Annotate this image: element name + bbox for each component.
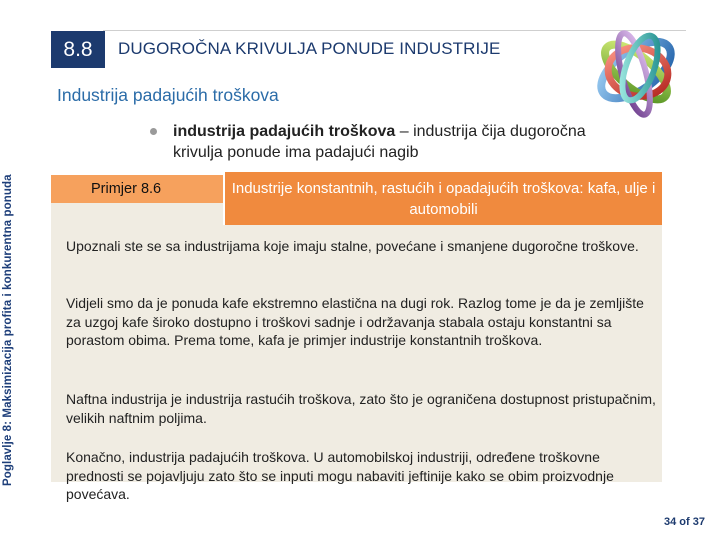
paragraph-2: Vidjeli smo da je ponuda kafe ekstremno elastična na dugi rok. Razlog tome je da je zemljište za uzgoj kafe široko dostupno i troškovi sadnje i održavanja stabala ostaju konstantni sa porastom obima. Prema tome, kafa je primjer industrije konstantnih troškova. <box>66 295 644 348</box>
bullet-icon <box>150 128 157 135</box>
example-content-panel <box>51 225 662 482</box>
section-title: DUGOROČNA KRIVULJA PONUDE INDUSTRIJE <box>118 39 501 58</box>
example-title-box <box>225 172 662 225</box>
definition-body: – industrija čija dugoročna krivulja ponude ima padajući nagib <box>173 123 586 161</box>
definition-term: industrija padajućih troškova <box>173 123 396 140</box>
example-label-bar-lower <box>51 203 223 225</box>
paragraph-3: Naftna industrija je industrija rastućih troškova, zato što je ograničena dostupnost pristupačnim, velikih naftnim poljima. <box>66 391 656 426</box>
definition-text <box>173 121 595 163</box>
slide-subtitle: Industrija padajućih troškova <box>57 85 279 105</box>
chapter-vertical-label: Poglavlje 8: Maksimizacija profita i konkurentna ponuda <box>2 174 14 486</box>
interlocking-rings-logo-icon <box>582 18 694 124</box>
paragraph-1: Upoznali ste se sa industrijama koje imaju stalne, povećane i smanjene dugoročne troškove. <box>66 238 639 254</box>
example-label: Primjer 8.6 <box>91 181 162 197</box>
definition-bullet <box>155 121 595 163</box>
example-title: Industrije konstantnih, rastućih i opadajućih troškova: kafa, ulje i automobili <box>231 179 656 218</box>
paragraph-4: Konačno, industrija padajućih troškova. U automobilskoj industriji, određene troškovne prednosti se pojavljuju zato što se inputi mogu nabaviti jeftinije kako se obim proizvodnje povećava. <box>66 449 614 502</box>
page-number: 34 of 37 <box>664 516 705 528</box>
section-number-badge: 8.8 <box>51 31 105 68</box>
